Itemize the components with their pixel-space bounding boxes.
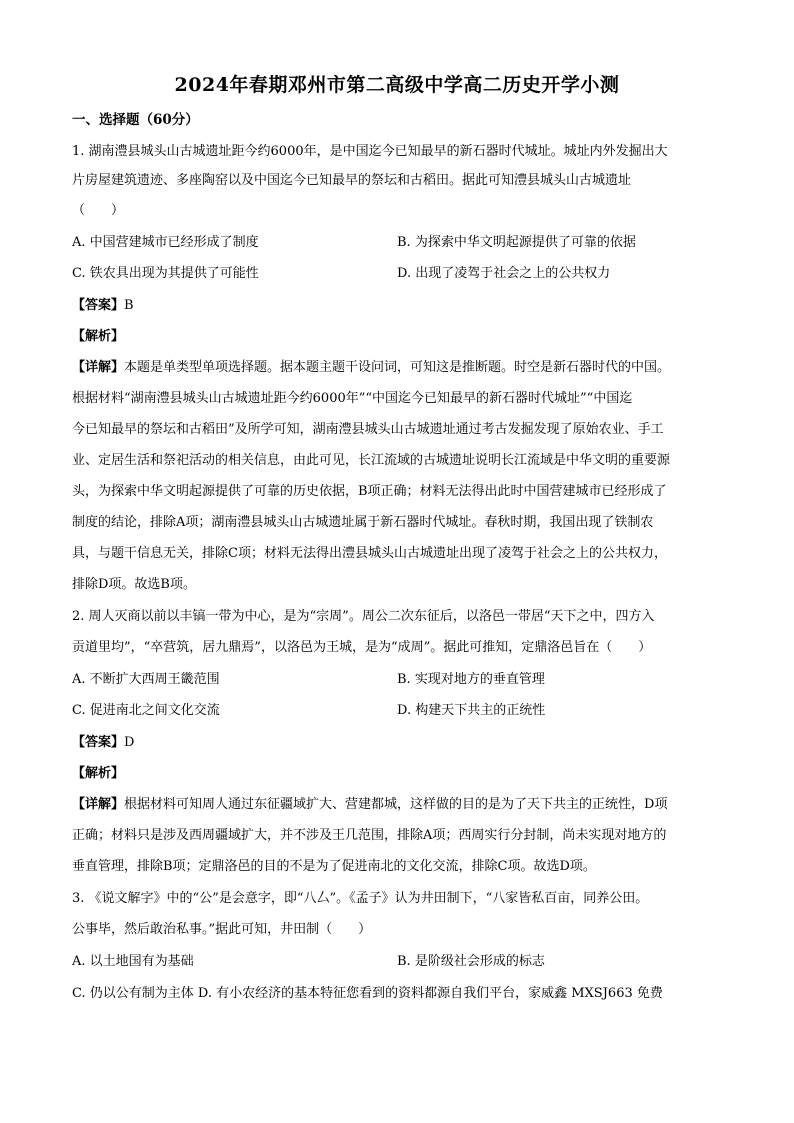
q1-option-c: C. 铁农具出现为其提供了可能性 — [72, 266, 259, 281]
q2-option-c: C. 促进南北之间文化交流 — [72, 703, 220, 718]
q1-detail-line-5: 头，为探索中华文明起源提供了可靠的历史依据，B项正确；材料无法得出此时中国营建城市已经形成了 — [72, 484, 667, 499]
q1-option-a: A. 中国营建城市已经形成了制度 — [72, 235, 259, 250]
q1-detail-line-6: 制度的结论，排除A项；湖南澧县城头山古城遗址属于新石器时代城址。春秋时期，我国出现了铁制农 — [72, 515, 654, 530]
q1-detail-line-8: 排除D项。故选B项。 — [72, 577, 196, 592]
q1-stem-line-1: 1. 湖南澧县城头山古城遗址距今约6000年，是中国迄今已知最早的新石器时代城址。城址内外发掘出大 — [72, 144, 668, 159]
q2-option-d: D. 构建天下共主的正统性 — [397, 703, 546, 718]
detail-tag: 【详解】 — [72, 797, 125, 812]
q1-detail-line-1 — [72, 359, 670, 377]
q1-option-b: B. 为探索中华文明起源提供了可靠的依据 — [397, 235, 636, 250]
q1-detail-line-7: 具，与题干信息无关，排除C项；材料无法得出澧县城头山古城遗址出现了凌驾于社会之上的公共权力， — [72, 546, 667, 561]
q2-detail-line-3: 垂直管理，排除B项；定鼎洛邑的目的不是为了促进南北的文化交流，排除C项。故选D项。 — [72, 859, 596, 874]
q1-stem-line-2: 片房屋建筑遗迹、多座陶窑以及中国迄今已知最早的祭坛和古稻田。据此可知澧县城头山古城遗址 — [72, 173, 632, 188]
q2-answer — [72, 734, 134, 752]
q1-detail-line-3: 今已知最早的祭坛和古稻田”及所学可知，湖南澧县城头山古城遗址通过考古发掘发现了原始农业、手工 — [72, 422, 664, 437]
q1-detail-line-4: 业、定居生活和祭祀活动的相关信息，由此可见，长江流域的古城遗址说明长江流域是中华文明的重要源 — [72, 453, 671, 468]
q2-stem-line-2: 贡道里均”，“卒营筑，居九鼎焉”，以洛邑为王城，是为“成周”。据此可推知，定鼎洛邑旨在（ ） — [72, 640, 652, 655]
answer-value: D — [124, 735, 135, 750]
q3-option-a: A. 以土地国有为基础 — [72, 954, 194, 969]
q2-stem-line-1: 2. 周人灭商以前以丰镐一带为中心，是为“宗周”。周公二次东征后，以洛邑一带居“天下之中，四方入 — [72, 609, 655, 624]
q1-stem-line-3: （ ） — [72, 203, 125, 218]
answer-tag: 【答案】 — [72, 298, 125, 313]
q2-detail-line-1 — [72, 796, 667, 814]
q2-option-a: A. 不断扩大西周王畿范围 — [72, 672, 220, 687]
answer-tag: 【答案】 — [72, 735, 125, 750]
q1-option-d: D. 出现了凌驾于社会之上的公共权力 — [397, 266, 611, 281]
q3-option-b: B. 是阶级社会形成的标志 — [397, 954, 545, 969]
q2-detail-line-2: 正确；材料只是涉及西周疆域扩大，并不涉及王几范围，排除A项；西周实行分封制，尚未实现对地方的 — [72, 828, 667, 843]
q3-stem-line-1: 3. 《说文解字》中的“公”是会意字，即“八厶”。《孟子》认为井田制下，“八家皆私百亩，同养公田。 — [72, 891, 649, 906]
q2-option-b: B. 实现对地方的垂直管理 — [397, 672, 545, 687]
q2-analysis-tag — [72, 765, 124, 783]
analysis-tag: 【解析】 — [72, 329, 125, 344]
detail-text: 根据材料可知周人通过东征疆域扩大、营建都城，这样做的目的是为了天下共主的正统性，D项 — [124, 797, 668, 812]
page-title: 2024年春期邓州市第二高级中学高二历史开学小测 — [174, 74, 620, 96]
q3-option-c-d: C. 仍以公有制为主体 D. 有小农经济的基本特征您看到的资料都源自我们平台，家威鑫 MXSJ663 免费 — [72, 986, 663, 1001]
q1-detail-line-2: 根据材料“湖南澧县城头山古城遗址距今约6000年”“中国迄今已知最早的新石器时代城址”“中国迄 — [72, 391, 633, 406]
detail-tag: 【详解】 — [72, 360, 125, 375]
q1-analysis-tag — [72, 328, 124, 346]
detail-text: 本题是单类型单项选择题。据本题主题干设问词，可知这是推断题。时空是新石器时代的中国。 — [124, 360, 671, 375]
section-heading: 一、选择题（60分） — [72, 112, 199, 128]
analysis-tag: 【解析】 — [72, 766, 125, 781]
answer-value: B — [124, 298, 134, 313]
q1-answer — [72, 297, 134, 315]
q3-stem-line-2: 公事毕，然后敢治私事。”据此可知，井田制（ ） — [72, 922, 372, 937]
